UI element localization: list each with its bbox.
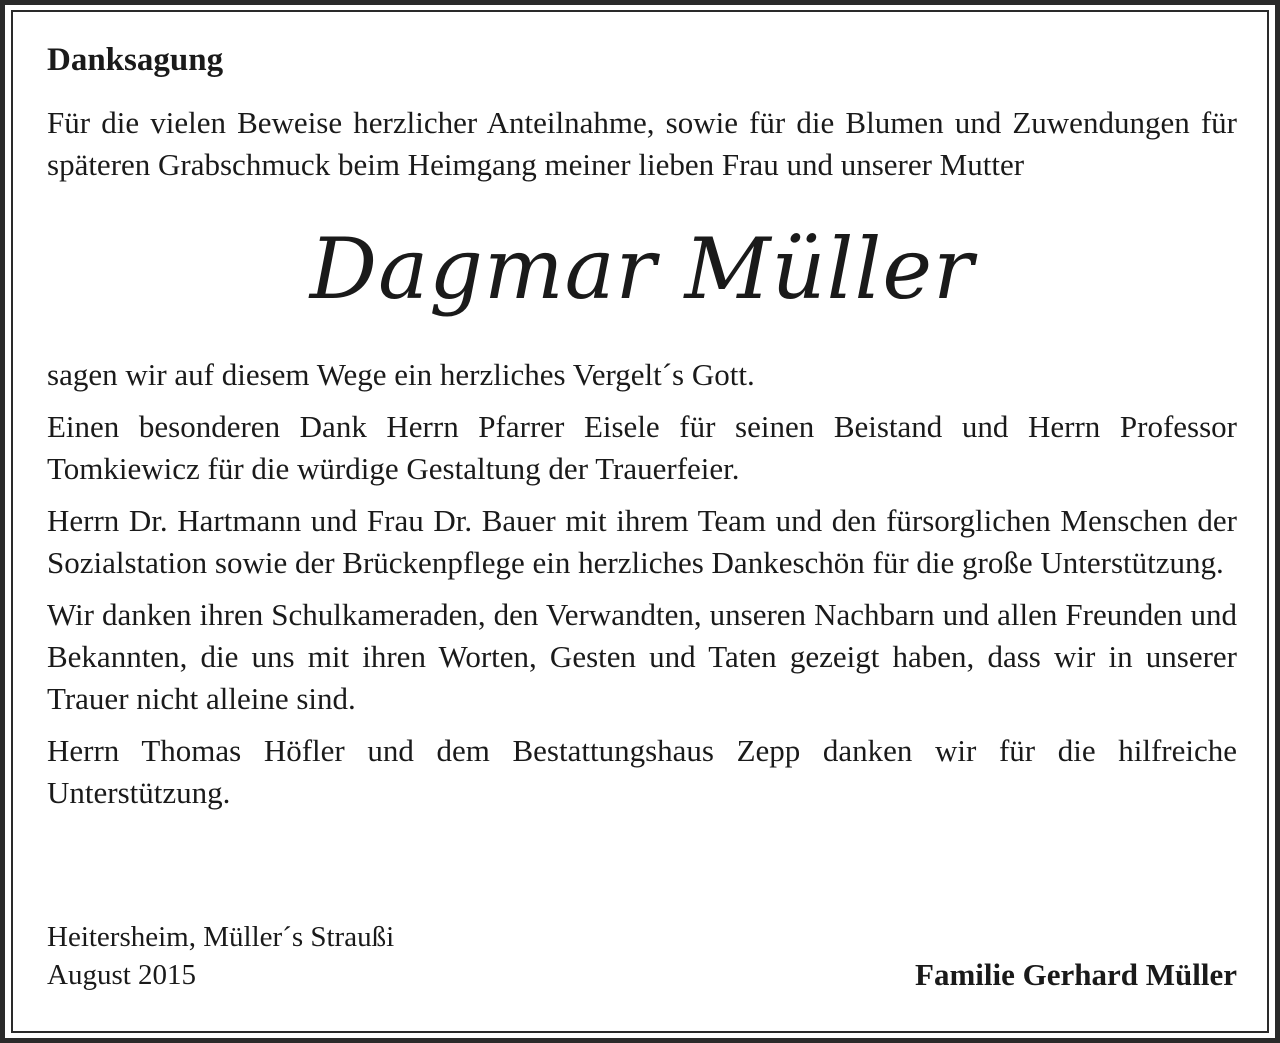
paragraph-thanks-care: Herrn Dr. Hartmann und Frau Dr. Bauer mit ihrem Team und den fürsorglichen Menschen der Sozialstation sowie der Brückenpflege ein herzliches Dankeschön für die große Unterstützung. (47, 503, 1237, 580)
footer-place: Heitersheim, Müller´s Straußi (47, 921, 395, 953)
notice-body (47, 38, 1237, 814)
paragraph-thanks-funeral-home: Herrn Thomas Höfler und dem Bestattungshaus Zepp danken wir für die hilfreiche Unterstützung. (47, 733, 1237, 810)
footer-date: August 2015 (47, 959, 197, 991)
paragraph-thanks-closing: sagen wir auf diesem Wege ein herzliches Vergelt´s Gott. (47, 357, 755, 392)
deceased-name: Dagmar Müller (309, 220, 975, 318)
paragraph-thanks-clergy: Einen besonderen Dank Herrn Pfarrer Eisele für seinen Beistand und Herrn Professor Tomkiewicz für die würdige Gestaltung der Trauerfeier. (47, 409, 1237, 486)
footer-signature: Familie Gerhard Müller (915, 957, 1237, 992)
intro-paragraph: Für die vielen Beweise herzlicher Anteilnahme, sowie für die Blumen und Zuwendungen für späteren Grabschmuck beim Heimgang meiner lieben Frau und unserer Mutter (47, 105, 1237, 182)
paragraph-thanks-friends: Wir danken ihren Schulkameraden, den Verwandten, unseren Nachbarn und allen Freunden und Bekannten, die uns mit ihren Worten, Gesten und Taten gezeigt haben, dass wir in unserer Trauer nicht alleine sind. (47, 597, 1237, 716)
footer-left (47, 918, 394, 994)
notice-footer (47, 918, 1237, 994)
notice-heading: Danksagung (47, 42, 224, 78)
